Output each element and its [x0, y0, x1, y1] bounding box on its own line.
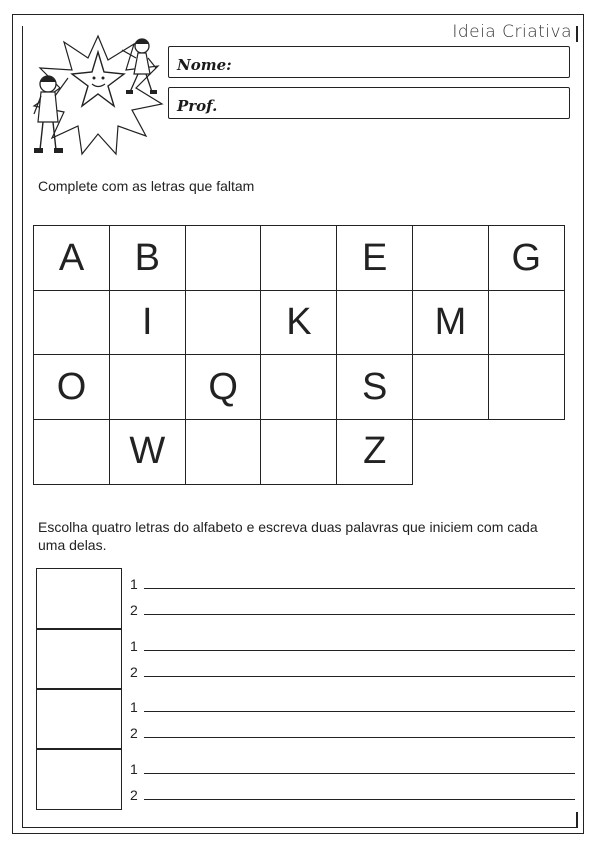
word-line[interactable] [130, 628, 575, 654]
letter-cell[interactable] [336, 290, 413, 356]
line-rule [144, 773, 575, 774]
brand-label: Ideia Criativa [452, 22, 572, 42]
name-field[interactable] [168, 46, 570, 78]
line-number: 1 [130, 637, 138, 654]
letter-cell: M [412, 290, 489, 356]
teacher-label: Prof. [177, 97, 218, 115]
line-number: 2 [130, 786, 138, 803]
word-line[interactable] [130, 654, 575, 680]
name-label: Nome: [177, 56, 232, 74]
line-number: 1 [130, 760, 138, 777]
line-number: 1 [130, 699, 138, 715]
letter-cell[interactable] [260, 354, 337, 420]
letter-write-box[interactable] [36, 568, 122, 630]
letter-cell[interactable] [488, 290, 565, 356]
letter-cell: A [33, 225, 110, 291]
line-number: 2 [130, 602, 138, 618]
teacher-field[interactable] [168, 87, 570, 119]
word-line[interactable] [130, 715, 575, 741]
word-line[interactable] [130, 592, 575, 618]
line-rule [144, 676, 575, 677]
letter-write-box[interactable] [36, 688, 122, 750]
letter-cell: B [109, 225, 186, 291]
letter-cell[interactable] [260, 225, 337, 291]
letter-cell[interactable] [412, 225, 489, 291]
line-rule [144, 650, 575, 651]
letter-cell: Q [185, 354, 262, 420]
corner-tick [576, 812, 578, 828]
line-number: 2 [130, 725, 138, 741]
letter-cell: K [260, 290, 337, 356]
instruction-write-words: Escolha quatro letras do alfabeto e escreva duas palavras que iniciem com cada uma delas. [38, 519, 538, 553]
letter-cell[interactable] [185, 290, 262, 356]
line-rule [144, 614, 575, 615]
letter-cell[interactable] [412, 354, 489, 420]
line-rule [144, 737, 575, 738]
letter-cell: Z [336, 419, 413, 485]
letter-cell: S [336, 354, 413, 420]
letter-cell[interactable] [260, 419, 337, 485]
word-line[interactable] [130, 566, 575, 592]
letter-cell: O [33, 354, 110, 420]
letter-cell[interactable] [488, 354, 565, 420]
letter-cell: E [336, 225, 413, 291]
letter-cell[interactable] [33, 290, 110, 356]
word-line[interactable] [130, 689, 575, 715]
letter-cell: G [488, 225, 565, 291]
line-number: 1 [130, 576, 138, 592]
letter-cell: W [109, 419, 186, 485]
word-line[interactable] [130, 751, 575, 777]
letter-cell[interactable] [185, 225, 262, 291]
letter-write-box[interactable] [36, 628, 122, 690]
letter-write-box[interactable] [36, 748, 122, 810]
corner-tick [576, 26, 578, 42]
letter-cell[interactable] [109, 354, 186, 420]
line-rule [144, 799, 575, 800]
instruction-complete-letters: Complete com as letras que faltam [38, 178, 255, 194]
letter-cell: I [109, 290, 186, 356]
letter-cell[interactable] [33, 419, 110, 485]
children-with-star-icon [26, 26, 166, 160]
line-rule [144, 588, 575, 589]
line-number: 2 [130, 663, 138, 680]
letter-cell[interactable] [185, 419, 262, 485]
word-line[interactable] [130, 777, 575, 803]
line-rule [144, 711, 575, 712]
